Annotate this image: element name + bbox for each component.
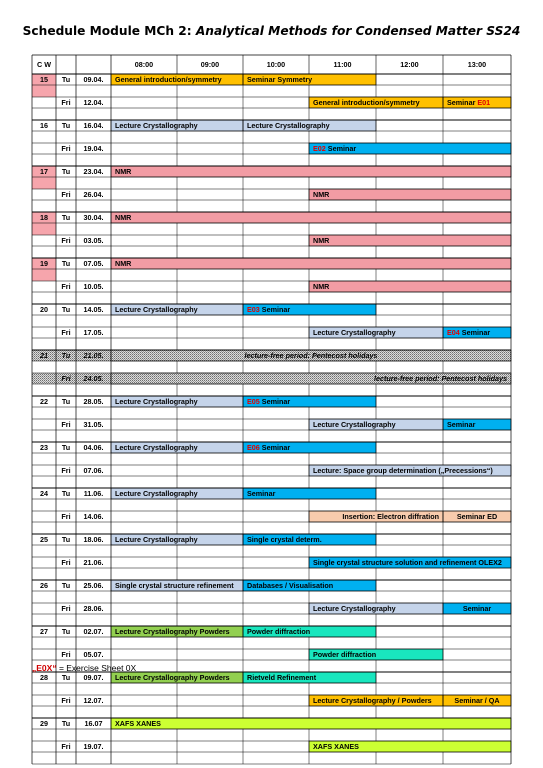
event-label [115,627,230,636]
date-label [84,627,104,636]
date-label [84,75,104,84]
day: Fri [61,236,71,246]
day-label [61,742,70,751]
day-label [61,144,70,153]
event-text: NMR [313,282,330,292]
event-label [115,673,230,682]
day-label [61,328,70,337]
date-label [84,144,104,153]
date: 05.07. [83,650,104,660]
date-label [84,167,104,176]
date-label [84,489,104,498]
date: 19.07. [83,742,104,752]
day: Tu [61,719,71,729]
time-header-1100 [334,60,352,69]
date-label [84,558,104,567]
event-label [115,305,198,314]
event-label [447,98,490,107]
day: Fri [61,604,71,614]
date-label [84,581,104,590]
event-label [115,719,161,728]
time-header: 12:00 [400,60,419,69]
date-label [84,328,104,337]
date-label [84,213,104,222]
event-text: Lecture Crystallography [313,328,396,338]
event-label [115,213,132,222]
day-label [62,75,70,84]
day-label [61,512,70,521]
event-text: Rietveld Refinement [247,673,317,683]
event-label [447,420,476,429]
date-label [84,190,104,199]
date: 31.05. [83,420,104,430]
day: Tu [61,535,71,545]
cw-number [40,167,48,176]
event-text: Seminar / QA [454,696,500,706]
date: 04.06. [83,443,104,453]
date: 09.04. [83,75,104,85]
day-label [62,535,70,544]
date-label [84,535,104,544]
event-label [313,190,330,199]
date-label [83,351,104,360]
day: Tu [61,121,71,131]
time-header: 13:00 [467,60,487,69]
event-band [111,212,511,223]
day: Tu [61,581,71,591]
event-label [247,121,330,130]
event-label [115,259,132,268]
day: Fri [61,558,71,568]
cw-number [40,627,48,636]
day: Tu [61,259,71,269]
event-text: Lecture Crystallography Powders [115,673,230,683]
event-label [313,236,330,245]
date: 16.04. [83,121,104,131]
time-header: 10:00 [266,60,286,69]
title-main: Schedule Module MCh 2: [22,24,196,38]
date: 19.04. [83,144,104,154]
event-label [313,742,359,751]
event-label [457,512,497,521]
footnote [32,663,136,673]
event-label [313,650,376,659]
day-label [61,420,70,429]
time-header-0900 [201,60,219,69]
event-label [313,98,420,107]
cw-number: 16 [40,121,48,131]
event-text: Lecture: Space group determination („Precessions“) [313,466,493,476]
cw-number: 26 [40,581,48,591]
event-label [313,328,396,337]
event-text: Seminar [259,397,291,407]
event-label [463,604,492,613]
time-header-1000 [267,60,285,69]
day-label [62,121,70,130]
day-label [62,719,70,728]
date: 12.07. [83,696,104,706]
event-label [454,696,499,705]
event-text: Seminar [462,604,492,614]
date-label [84,98,104,107]
event-label [247,489,276,498]
date-label [85,719,103,728]
event-label [115,167,132,176]
event-text: Single crystal structure refinement [115,581,234,591]
day: Tu [61,443,71,453]
date-label [84,420,104,429]
day: Tu [61,75,71,85]
date: 30.04. [83,213,104,223]
event-label [115,489,198,498]
day: Fri [61,650,71,660]
date: 25.06. [83,581,104,591]
cw-number [40,121,48,130]
cw-number [39,351,48,360]
day: Tu [61,627,71,637]
event-label [115,75,222,84]
date-label [84,305,104,314]
event-text: Databases / Visualisation [247,581,334,591]
cw-number: 15 [40,75,48,85]
event-band [111,258,511,269]
event-text: Single crystal determ. [247,535,322,545]
exercise-tag: E06 [247,443,260,453]
event-label [247,535,322,544]
date-label [84,696,104,705]
date: 28.05. [83,397,104,407]
event-text: Seminar [447,420,476,430]
date-label [84,512,104,521]
time-header: 09:00 [200,60,220,69]
date-label [84,650,104,659]
event-text: Lecture Crystallography [115,443,198,453]
event-text: Lecture Crystallography [313,604,396,614]
day-label [62,443,70,452]
event-label [244,351,377,360]
cw-number [40,673,48,682]
event-text: XAFS XANES [115,719,161,729]
day: Fri [61,374,71,384]
event-text: Lecture Crystallography [115,489,198,499]
day: Fri [61,742,71,752]
date-label [84,397,104,406]
cw-number: 29 [40,719,48,729]
exercise-tag: E03 [247,305,260,315]
event-text: Seminar [247,489,276,499]
cw-header [37,60,51,69]
event-text: Insertion: Electron diffration [342,512,439,522]
day-label [62,581,70,590]
time-header-0800 [135,60,153,69]
cw-number: 25 [40,535,48,545]
event-label [247,75,312,84]
cw-number [40,397,48,406]
event-text: NMR [313,236,330,246]
cw-number [40,489,48,498]
cw-number: 22 [40,397,48,407]
event-text: Seminar [325,144,357,154]
day: Tu [61,397,71,407]
event-band [309,235,511,246]
event-label [247,581,333,590]
event-band [111,718,511,729]
cw-number [40,213,48,222]
footnote-key: „E0X“ [32,663,57,673]
cw-number: 20 [40,305,48,315]
day-label [62,167,70,176]
exercise-tag: E05 [247,397,260,407]
date-label [84,673,104,682]
event-text: Powder diffraction [313,650,377,660]
day: Fri [61,190,71,200]
day: Tu [61,351,71,361]
date: 23.04. [83,167,104,177]
event-text: NMR [115,259,132,269]
date: 24.05. [83,374,104,384]
date: 07.06. [83,466,104,476]
event-label [342,512,439,521]
day: Tu [61,213,71,223]
day: Fri [61,282,71,292]
day: Tu [61,167,71,177]
date: 17.05. [83,328,104,338]
event-label [313,420,396,429]
day: Tu [61,673,71,683]
cw-number [40,443,48,452]
exercise-tag: E01 [477,98,491,108]
day: Fri [61,328,71,338]
cw-number: 23 [40,443,48,453]
day-label [61,466,70,475]
date-label [84,742,104,751]
event-text: Powder diffraction [247,627,311,637]
event-label [313,466,493,475]
day-label [62,627,70,636]
day-label [62,489,70,498]
date: 18.06. [83,535,104,545]
event-label [247,397,290,406]
date: 26.04. [83,190,104,200]
event-text: Seminar [259,305,291,315]
day-label [62,351,71,360]
date-label [84,236,104,245]
event-text: Lecture Crystallography Powders [115,627,230,637]
date: 28.06. [83,604,104,614]
day-label [61,282,70,291]
date: 11.06. [83,489,104,499]
date-label [84,466,104,475]
event-band [309,189,511,200]
cw-number [40,75,48,84]
date-label [84,282,104,291]
day-label [61,604,70,613]
event-text: Lecture Crystallography [115,121,198,131]
event-text: NMR [313,190,330,200]
day: Fri [61,420,71,430]
event-label [313,282,330,291]
event-label [374,374,507,383]
event-text: Seminar [447,98,478,108]
event-text: Lecture Crystallography [115,305,198,315]
date-label [84,259,104,268]
event-text: lecture-free period: Pentecost holidays [244,351,378,361]
title-course: Analytical Methods for Condensed Matter SS24 [195,24,521,38]
day: Fri [61,466,71,476]
date-label [84,443,104,452]
cw-number [40,719,48,728]
event-text: General introduction/symmetry [313,98,420,108]
event-label [115,121,198,130]
event-text: Lecture Crystallography [115,397,198,407]
date: 07.05. [83,259,104,269]
day-label [61,696,70,705]
day-label [62,305,70,314]
date: 21.06. [83,558,104,568]
event-label [313,144,356,153]
event-text: Lecture Crystallography [313,420,396,430]
event-label [115,397,198,406]
day-label [61,190,70,199]
exercise-tag: E04 [447,328,460,338]
date-label [83,374,104,383]
date: 12.04. [83,98,104,108]
day: Fri [61,98,71,108]
date-label [84,604,104,613]
event-label [313,558,502,567]
date: 16.07 [84,719,103,729]
date: 14.05. [83,305,104,315]
event-label [247,627,310,636]
time-header: 11:00 [333,60,352,69]
cw-number: 21 [40,351,48,361]
day-label [61,236,70,245]
day-label [61,98,70,107]
day-label [61,558,70,567]
day: Tu [61,305,71,315]
event-text: NMR [115,167,132,177]
cw-number: 28 [40,673,48,683]
day-label [62,213,70,222]
event-text: Lecture Crystallography [115,535,198,545]
cw-number: 27 [40,627,48,637]
event-text: Lecture Crystallography / Powders [313,696,432,706]
event-label [115,581,234,590]
event-text: Seminar [259,443,291,453]
day: Fri [61,144,71,154]
day-label [61,374,71,383]
event-text: General introduction/symmetry [115,75,222,85]
event-band [111,166,511,177]
day-label [62,397,70,406]
day: Tu [61,489,71,499]
date: 14.06. [83,512,104,522]
event-label [247,673,317,682]
date: 02.07. [83,627,104,637]
event-label [247,443,290,452]
exercise-tag: E02 [313,144,326,154]
day: Fri [61,696,71,706]
event-text: NMR [115,213,132,223]
time-header-1300 [468,60,486,69]
event-text: lecture-free period: Pentecost holidays [373,374,507,384]
day-label [62,673,70,682]
day: Fri [61,512,71,522]
event-label [313,696,432,705]
date: 21.05. [83,351,104,361]
event-label [115,535,198,544]
event-text: Single crystal structure solution and refinement OLEX2 [313,558,502,568]
event-text: Seminar [459,328,491,338]
event-label [447,328,490,337]
cw-number: 19 [40,259,48,269]
date-label [84,121,104,130]
date: 09.07. [83,673,104,683]
date: 03.05. [83,236,104,246]
cw-number: 17 [40,167,48,177]
event-text: Seminar ED [456,512,498,522]
footnote-text: = Exercise Sheet 0X [56,663,137,673]
cw-number: 18 [40,213,48,223]
event-label [313,604,396,613]
day-label [61,650,70,659]
event-band [309,281,511,292]
cw-header: C W [37,60,51,69]
event-text: XAFS XANES [313,742,359,752]
event-label [115,443,198,452]
time-header: 08:00 [134,60,154,69]
event-label [247,305,290,314]
time-header-1200 [400,60,418,69]
day-label [62,259,70,268]
cw-number [40,535,48,544]
cw-number [40,581,48,590]
cw-number [40,305,48,314]
date: 10.05. [83,282,104,292]
event-text: Seminar Symmetry [247,75,313,85]
cw-number: 24 [40,489,48,499]
event-text: Lecture Crystallography [247,121,330,131]
cw-number [40,259,48,268]
